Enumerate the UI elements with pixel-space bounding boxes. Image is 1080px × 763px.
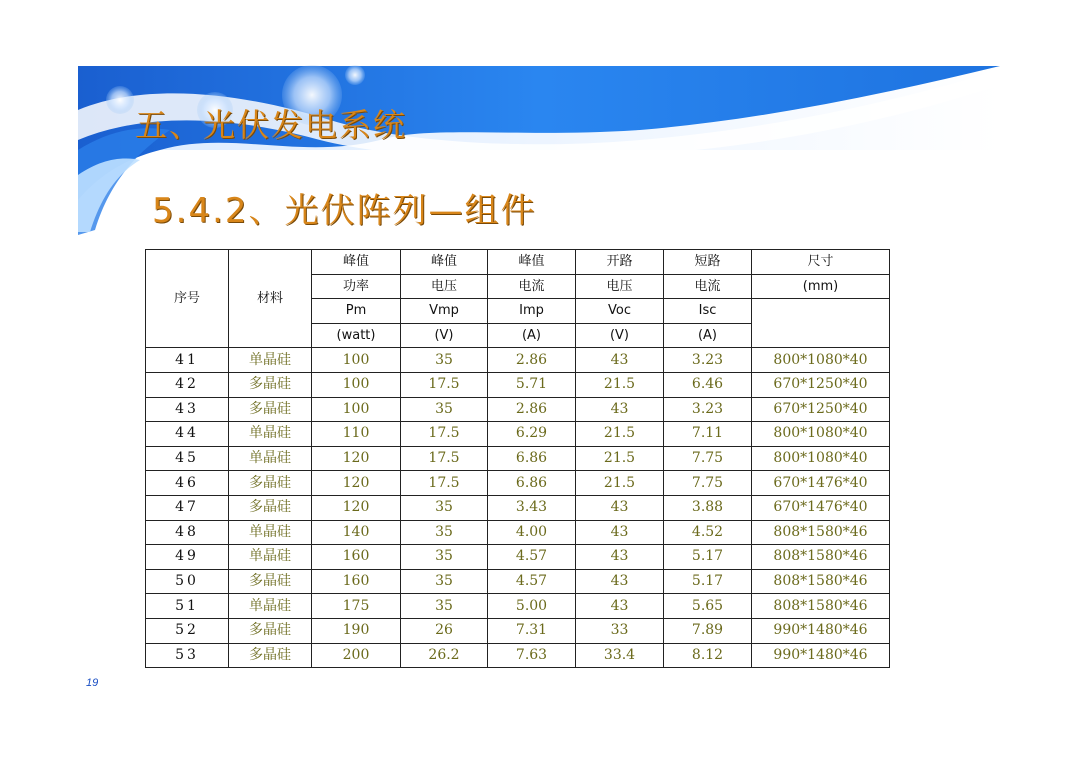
table-cell: 21.5 <box>576 372 664 397</box>
table-row <box>146 446 890 471</box>
header-pm-1: 峰值 <box>312 250 401 275</box>
table-cell: 6.86 <box>488 471 576 496</box>
table-cell: 44 <box>146 422 229 447</box>
table-cell: 5.71 <box>488 372 576 397</box>
table-cell: 35 <box>401 594 488 619</box>
table-cell: 26 <box>401 618 488 643</box>
page-number: 19 <box>86 677 99 689</box>
table-row <box>146 372 890 397</box>
header-voc-4: (V) <box>576 323 664 348</box>
header-isc-3: Isc <box>664 299 752 324</box>
table-row <box>146 618 890 643</box>
header-vmp-3: Vmp <box>401 299 488 324</box>
table-row <box>146 471 890 496</box>
table-cell: 160 <box>312 569 401 594</box>
table-cell: 990*1480*46 <box>752 618 890 643</box>
slide-title: 五、光伏发电系统 <box>135 106 408 144</box>
header-imp-3: Imp <box>488 299 576 324</box>
table-cell: 43 <box>576 545 664 570</box>
table-cell: 808*1580*46 <box>752 545 890 570</box>
table-cell: 43 <box>576 594 664 619</box>
table-cell: 6.46 <box>664 372 752 397</box>
header-isc-4: (A) <box>664 323 752 348</box>
table-cell: 多晶硅 <box>229 618 312 643</box>
table-cell: 21.5 <box>576 446 664 471</box>
table-cell: 200 <box>312 643 401 668</box>
header-isc-2: 电流 <box>664 274 752 299</box>
table-cell: 8.12 <box>664 643 752 668</box>
table-cell: 100 <box>312 372 401 397</box>
header-size-1: 尺寸 <box>752 250 890 275</box>
header-vmp-1: 峰值 <box>401 250 488 275</box>
table-cell: 48 <box>146 520 229 545</box>
table-cell: 21.5 <box>576 471 664 496</box>
table-cell: 5.00 <box>488 594 576 619</box>
table-cell: 17.5 <box>401 446 488 471</box>
table-cell: 808*1580*46 <box>752 569 890 594</box>
table-header <box>146 250 890 348</box>
header-pm-2: 功率 <box>312 274 401 299</box>
table-cell: 17.5 <box>401 471 488 496</box>
table-cell: 41 <box>146 348 229 373</box>
header-vmp-2: 电压 <box>401 274 488 299</box>
table-row <box>146 545 890 570</box>
table-row <box>146 422 890 447</box>
header-index: 序号 <box>146 250 229 348</box>
table-cell: 35 <box>401 520 488 545</box>
table-cell: 52 <box>146 618 229 643</box>
table-cell: 140 <box>312 520 401 545</box>
table-row <box>146 348 890 373</box>
table-cell: 808*1580*46 <box>752 594 890 619</box>
header-pm-3: Pm <box>312 299 401 324</box>
table-cell: 单晶硅 <box>229 545 312 570</box>
table-cell: 45 <box>146 446 229 471</box>
header-material: 材料 <box>229 250 312 348</box>
table-cell: 50 <box>146 569 229 594</box>
table-cell: 5.17 <box>664 569 752 594</box>
table-cell: 100 <box>312 348 401 373</box>
table-cell: 17.5 <box>401 372 488 397</box>
header-vmp-4: (V) <box>401 323 488 348</box>
header-imp-2: 电流 <box>488 274 576 299</box>
table-cell: 4.57 <box>488 545 576 570</box>
header-size-empty <box>752 299 890 348</box>
table-cell: 35 <box>401 569 488 594</box>
table-cell: 42 <box>146 372 229 397</box>
table-cell: 43 <box>576 348 664 373</box>
table-cell: 3.23 <box>664 397 752 422</box>
table-cell: 120 <box>312 471 401 496</box>
table-cell: 51 <box>146 594 229 619</box>
table-row <box>146 520 890 545</box>
table-cell: 7.75 <box>664 446 752 471</box>
table-cell: 2.86 <box>488 348 576 373</box>
table-cell: 4.00 <box>488 520 576 545</box>
table-cell: 7.31 <box>488 618 576 643</box>
table-cell: 5.65 <box>664 594 752 619</box>
table-cell: 17.5 <box>401 422 488 447</box>
table-cell: 6.86 <box>488 446 576 471</box>
table-cell: 43 <box>576 569 664 594</box>
table-cell: 单晶硅 <box>229 520 312 545</box>
header-voc-3: Voc <box>576 299 664 324</box>
table-cell: 120 <box>312 495 401 520</box>
table-cell: 7.89 <box>664 618 752 643</box>
table-cell: 多晶硅 <box>229 397 312 422</box>
table-cell: 35 <box>401 495 488 520</box>
table-cell: 单晶硅 <box>229 594 312 619</box>
pv-module-spec-table <box>145 249 890 668</box>
table-cell: 多晶硅 <box>229 372 312 397</box>
table-cell: 800*1080*40 <box>752 446 890 471</box>
table-cell: 3.23 <box>664 348 752 373</box>
table-row <box>146 397 890 422</box>
table-cell: 670*1250*40 <box>752 397 890 422</box>
table-cell: 43 <box>576 520 664 545</box>
table-cell: 43 <box>576 397 664 422</box>
table-cell: 800*1080*40 <box>752 348 890 373</box>
table-cell: 49 <box>146 545 229 570</box>
table-row <box>146 495 890 520</box>
table-cell: 190 <box>312 618 401 643</box>
table-cell: 21.5 <box>576 422 664 447</box>
table-cell: 单晶硅 <box>229 446 312 471</box>
table-row <box>146 643 890 668</box>
slide-subtitle: 5.4.2、光伏阵列—组件 <box>152 191 537 231</box>
table-cell: 7.63 <box>488 643 576 668</box>
table-cell: 808*1580*46 <box>752 520 890 545</box>
table-cell: 100 <box>312 397 401 422</box>
table-cell: 990*1480*46 <box>752 643 890 668</box>
header-imp-4: (A) <box>488 323 576 348</box>
table-cell: 4.57 <box>488 569 576 594</box>
table-cell: 多晶硅 <box>229 495 312 520</box>
header-voc-1: 开路 <box>576 250 664 275</box>
table-cell: 33.4 <box>576 643 664 668</box>
table-cell: 46 <box>146 471 229 496</box>
table-cell: 3.43 <box>488 495 576 520</box>
table-cell: 多晶硅 <box>229 643 312 668</box>
table-cell: 多晶硅 <box>229 569 312 594</box>
table-cell: 33 <box>576 618 664 643</box>
table-cell: 670*1476*40 <box>752 495 890 520</box>
table-cell: 120 <box>312 446 401 471</box>
table-cell: 160 <box>312 545 401 570</box>
header-voc-2: 电压 <box>576 274 664 299</box>
table-cell: 3.88 <box>664 495 752 520</box>
header-imp-1: 峰值 <box>488 250 576 275</box>
table-cell: 6.29 <box>488 422 576 447</box>
table-cell: 43 <box>576 495 664 520</box>
table-cell: 35 <box>401 545 488 570</box>
table-cell: 800*1080*40 <box>752 422 890 447</box>
table-cell: 43 <box>146 397 229 422</box>
table-cell: 多晶硅 <box>229 471 312 496</box>
header-isc-1: 短路 <box>664 250 752 275</box>
header-size-2: (mm) <box>752 274 890 299</box>
table-cell: 47 <box>146 495 229 520</box>
table-cell: 2.86 <box>488 397 576 422</box>
table-cell: 670*1476*40 <box>752 471 890 496</box>
table-row <box>146 594 890 619</box>
table-cell: 53 <box>146 643 229 668</box>
table-cell: 5.17 <box>664 545 752 570</box>
table-cell: 7.75 <box>664 471 752 496</box>
table-cell: 35 <box>401 348 488 373</box>
table-cell: 单晶硅 <box>229 422 312 447</box>
table-cell: 7.11 <box>664 422 752 447</box>
table-cell: 单晶硅 <box>229 348 312 373</box>
table-cell: 26.2 <box>401 643 488 668</box>
table-cell: 35 <box>401 397 488 422</box>
table-cell: 110 <box>312 422 401 447</box>
table-body <box>146 348 890 668</box>
table-row <box>146 569 890 594</box>
table-cell: 175 <box>312 594 401 619</box>
table-cell: 670*1250*40 <box>752 372 890 397</box>
header-pm-4: (watt) <box>312 323 401 348</box>
table-cell: 4.52 <box>664 520 752 545</box>
